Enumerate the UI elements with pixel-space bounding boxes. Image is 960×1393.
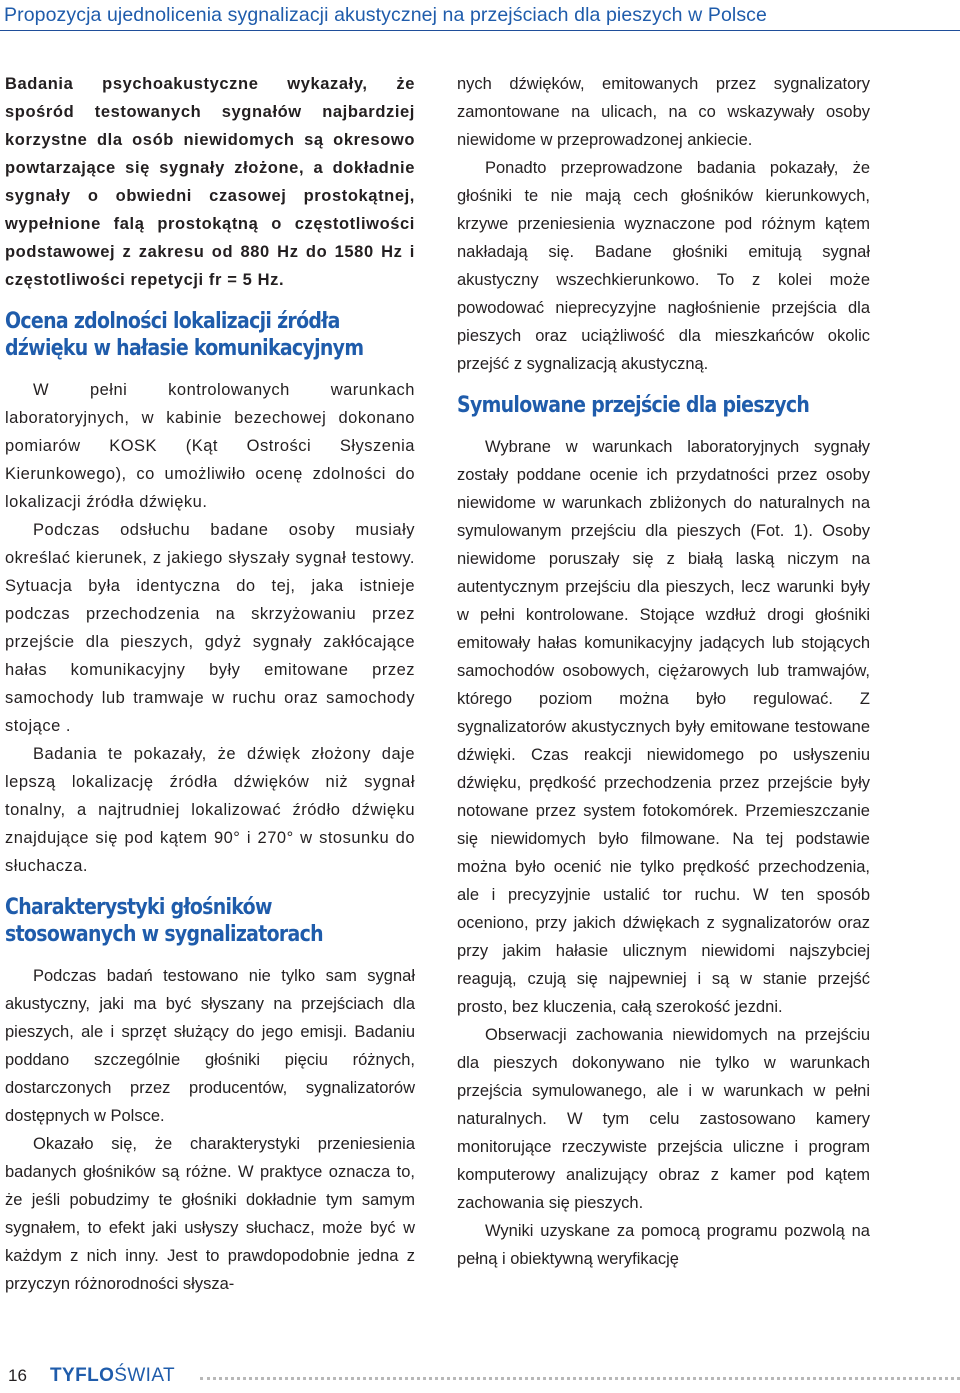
- lead-block: [5, 70, 415, 294]
- section-heading-speakers: [5, 894, 415, 948]
- body-paragraph: Wyniki uzyskane za pomocą programu pozwolą na pełną i obiektywną weryfikację: [457, 1222, 870, 1268]
- section-heading-line: Charakterystyki głośników: [5, 895, 272, 920]
- body-paragraph: Obserwacji zachowania niewidomych na przejściu dla pieszych dokonywano nie tylko w warunkach przejścia symulowanego, ale i w warunkach w pełni naturalnych. W tym celu zastosowano kamery monitorujące rzeczywiste przejścia uliczne i program komputerowy analizujący obraz z kamer pod kątem zachowania się pieszych.: [457, 1026, 870, 1212]
- page-footer: [0, 1363, 960, 1393]
- section-heading-line: Symulowane przejście dla pieszych: [457, 393, 810, 418]
- body-paragraph: Wybrane w warunkach laboratoryjnych sygnały zostały poddane ocenie ich przydatności przez osoby niewidome w warunkach zbliżonych do naturalnych na symulowanym przejściu dla pieszych (Fot. 1). Osoby niewidome poruszały się z białą laską niczym na autentycznym przejściu dla pieszych, lecz warunki były w pełni kontrolowane. Stojące wzdłuż drogi głośniki emitowały hałas komunikacyjny jadących lub stojących samochodów osobowych, ciężarowych lub tramwajów, którego poziom można było regulować. Z sygnalizatorów akustycznych były emitowane testowane dźwięki. Czas reakcji niewidomego po usłyszeniu dźwięku, prędkość przechodzenia przez przejście były notowane przez system fotokomórek. Przemieszczanie się niewidomych było filmowane. Na tej podstawie można było ocenić nie tylko prędkość przechodzenia, ale i precyzyjnie ustalić tor ruchu. W ten sposób oceniono, przy jakich dźwiękach z sygnalizatorów oraz przy jakim hałasie ulicznym niewidomi najszybciej reagują, czują się najpewniej i są w stanie przejść prosto, bez kluczenia, całą szerokość jezdni.: [457, 438, 870, 1016]
- body-paragraph: Podczas odsłuchu badane osoby musiały określać kierunek, z jakiego słyszały sygnał testowy. Sytuacja była identyczna do tej, jaka istnieje podczas przechodzenia na skrzyżowaniu przez przejście dla pieszych, gdyż sygnały zakłócające hałas komunikacyjny były emitowane przez samochody lub tramwaje w ruchu oraz samochody stojące .: [5, 521, 415, 735]
- body-paragraph: Ponadto przeprowadzone badania pokazały, że głośniki te nie mają cech głośników kierunkowych, krzywe przeniesienia wyznaczone pod różnym kątem nakładają się. Badane głośniki emitują sygnał akustyczny wszechkierunkowo. To z kolei może powodować nieprecyzyjne nagłośnienie przejścia dla pieszych oraz uciążliwość dla mieszkańców okolic przejść z sygnalizacją akustyczną.: [457, 159, 870, 373]
- section-heading-line: Ocena zdolności lokalizacji źródła: [5, 309, 340, 334]
- brand-regular: ŚWIAT: [114, 1365, 176, 1386]
- body-paragraph: nych dźwięków, emitowanych przez sygnalizatory zamontowane na ulicach, na co wskazywały osoby niewidome w przeprowadzonej ankiecie.: [457, 75, 870, 149]
- page-number: 16: [8, 1366, 27, 1385]
- body-paragraph: Badania te pokazały, że dźwięk złożony daje lepszą lokalizację źródła dźwięków niż sygnał tonalny, a najtrudniej lokalizować źródło dźwięku znajdujące się pod kątem 90° i 270° w stosunku do słuchacza.: [5, 745, 415, 875]
- magazine-brand: [50, 1365, 175, 1387]
- lead-paragraph: Badania psychoakustyczne wykazały, że spośród testowanych sygnałów najbardziej korzystne dla osób niewidomych są okresowo powtarzające się sygnały złożone, a dokładnie sygnały o obwiedni czasowej prostokątnej, wypełnione falą prostokątną o częstotliwości podstawowej z zakresu od 880 Hz do 1580 Hz i częstotliwości repetycji fr = 5 Hz.: [5, 75, 415, 289]
- section-heading-line: dźwięku w hałasie komunikacyjnym: [5, 336, 364, 361]
- running-header: [0, 0, 960, 31]
- body-paragraph: W pełni kontrolowanych warunkach laboratoryjnych, w kabinie bezechowej dokonano pomiarów KOSK (Kąt Ostrości Słyszenia Kierunkowego), co umożliwiło ocenę zdolności do lokalizacji źródła dźwięku.: [5, 381, 415, 511]
- right-column: [457, 70, 870, 1273]
- section-heading-line: stosowanych w sygnalizatorach: [5, 922, 323, 947]
- article-title: Propozycja ujednolicenia sygnalizacji akustycznej na przejściach dla pieszych w Polsce: [4, 4, 767, 26]
- left-column: [5, 70, 415, 1298]
- body-paragraph: Okazało się, że charakterystyki przeniesienia badanych głośników są różne. W praktyce oznacza to, że jeśli pobudzimy te głośniki dokładnie tym samym sygnałem, to efekt jaki usłyszy słuchacz, może być w każdym z nich inny. Jest to prawdopodobnie jedna z przyczyn różnorodności słysza-: [5, 1135, 415, 1293]
- body-paragraph: Podczas badań testowano nie tylko sam sygnał akustyczny, jaki ma być słyszany na przejściach dla pieszych, ale i sprzęt służący do jego emisji. Badaniu poddano szczególnie głośniki pięciu różnych, dostarczonych przez producentów, sygnalizatorów dostępnych w Polsce.: [5, 967, 415, 1125]
- footer-dotted-rule: [200, 1377, 960, 1380]
- section-heading-localization: [5, 308, 415, 362]
- brand-bold: TYFLO: [50, 1365, 115, 1386]
- section-heading-simulated-crossing: [457, 392, 870, 419]
